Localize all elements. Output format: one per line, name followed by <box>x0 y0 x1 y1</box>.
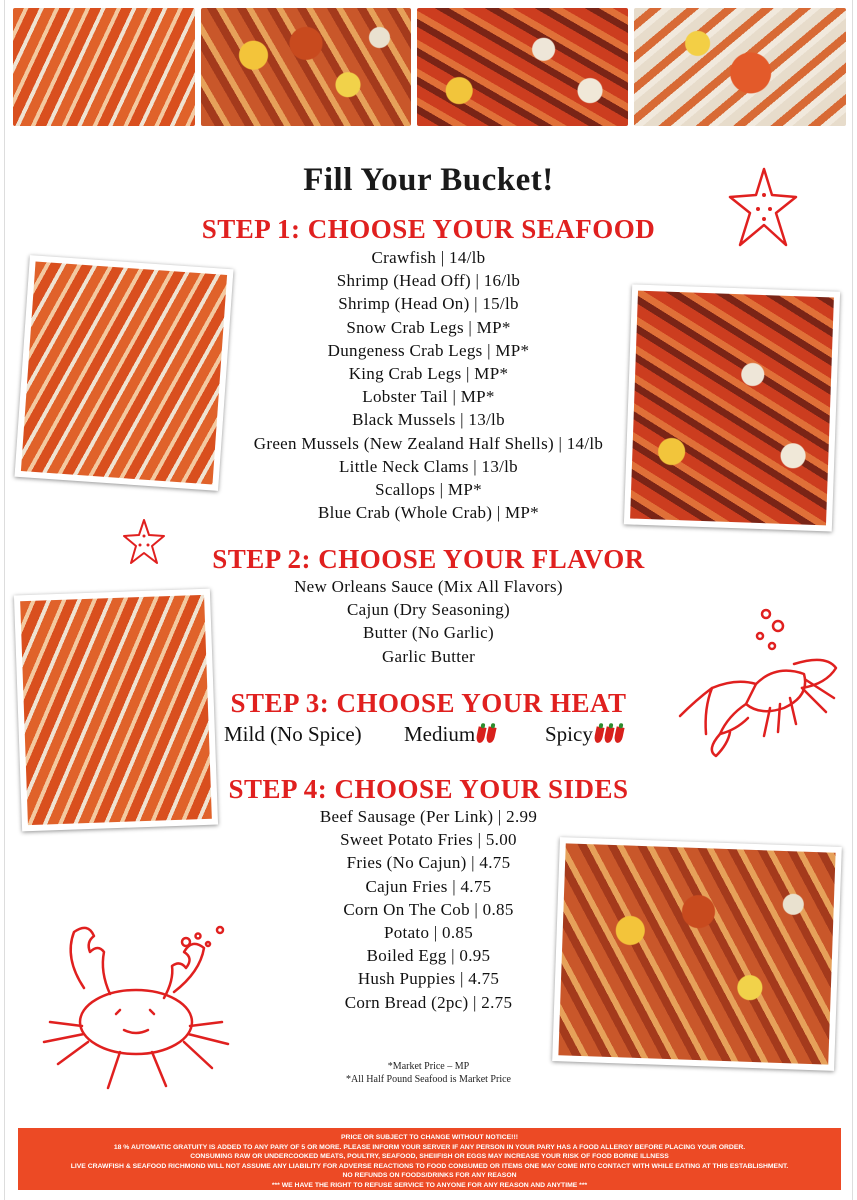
list-item: Crawfish | 14/lb <box>371 248 486 267</box>
list-item: Shrimp (Head On) | 15/lb <box>338 294 519 314</box>
footer-line: NO REFUNDS ON FOODS/DRINKS FOR ANY REASON <box>342 1172 517 1180</box>
chili-pepper-icon <box>593 726 604 743</box>
list-item: Little Neck Clams | 13/lb <box>339 456 518 476</box>
list-item: Black Mussels | 13/lb <box>352 410 505 430</box>
note-line: *Market Price – MP <box>387 1061 470 1072</box>
chili-pepper-icon <box>613 726 624 743</box>
photo-seafood-mix <box>417 8 628 126</box>
heat-option-label: Mild (No Spice) <box>224 722 362 746</box>
list-item: Green Mussels (New Zealand Half Shells) | 14/lb <box>253 433 604 453</box>
step4-list <box>0 805 857 1014</box>
heat-option-spicy <box>545 722 623 747</box>
chili-pepper-icon <box>486 726 497 743</box>
footer-line: *** WE HAVE THE RIGHT TO REFUSE SERVICE TO ANYONE FOR ANY REASON AND ANYTIME *** <box>271 1181 588 1189</box>
list-item: Garlic Butter <box>381 646 476 666</box>
list-item: Corn On The Cob | 0.85 <box>343 899 514 919</box>
list-item: Butter (No Garlic) <box>363 623 494 643</box>
list-item: Boiled Egg | 0.95 <box>366 946 491 966</box>
heat-option-mild <box>224 722 362 747</box>
list-item: Beef Sausage (Per Link) | 2.99 <box>319 807 538 826</box>
list-item: Cajun Fries | 4.75 <box>365 876 492 896</box>
photo-snow-crab <box>13 8 195 126</box>
step3-heading: STEP 3: CHOOSE YOUR HEAT <box>230 688 627 718</box>
step4-heading: STEP 4: CHOOSE YOUR SIDES <box>228 774 629 804</box>
list-item: Lobster Tail | MP* <box>362 387 495 407</box>
chili-pepper-icon <box>476 726 487 743</box>
photo-seafood-boil <box>201 8 411 126</box>
page-title: Fill Your Bucket! <box>303 162 554 198</box>
list-item: Shrimp (Head Off) | 16/lb <box>336 271 521 291</box>
footer-line: PRICE OR SUBJECT TO CHANGE WITHOUT NOTICE!!! <box>341 1134 518 1141</box>
price-notes <box>0 1060 857 1086</box>
footer-line: CONSUMING RAW OR UNDERCOOKED MEATS, POULTRY, SEAFOOD, SHEllFISH OR EGGS MAY INCREASE YOUR RISK OF FOOD BORNE ILLNESS <box>190 1153 669 1161</box>
step1-list <box>0 246 857 524</box>
footer-line: LIVE CRAWFISH & SEAFOOD RICHMOND WILL NOT ASSUME ANY LIABILITY FOR ADVERSE REACTIONS TO FOOD CONSUMED OR ITEMS ONE MAY COME INTO CONTACT WITH WHILE EATING AT THIS ESTABLISHMENT. <box>70 1162 789 1170</box>
photo-lobster-tray <box>634 8 846 126</box>
list-item: New Orleans Sauce (Mix All Flavors) <box>294 577 563 596</box>
list-item: Corn Bread (2pc) | 2.75 <box>344 992 513 1012</box>
heat-option-label: Spicy <box>545 722 593 746</box>
disclaimer-footer <box>18 1128 841 1190</box>
list-item: Sweet Potato Fries | 5.00 <box>340 830 517 850</box>
step2-heading: STEP 2: CHOOSE YOUR FLAVOR <box>212 544 645 574</box>
list-item: Hush Puppies | 4.75 <box>357 969 500 989</box>
list-item: Cajun (Dry Seasoning) <box>346 600 511 620</box>
step1-heading: STEP 1: CHOOSE YOUR SEAFOOD <box>201 214 656 244</box>
heat-option-medium <box>404 722 495 747</box>
footer-line: 18 % AUTOMATIC GRATUITY IS ADDED TO ANY PARY OF 5 OR MORE. PLEASE INFORM YOUR SERVER IF ANY PERSON IN YOUR PARY HAS A FOOD ALLERGY BEFORE PLACING YOUR ORDER. <box>113 1143 746 1151</box>
list-item: Fries (No Cajun) | 4.75 <box>346 853 511 873</box>
list-item: Dungeness Crab Legs | MP* <box>327 340 530 360</box>
step2-list <box>0 575 857 668</box>
list-item: Snow Crab Legs | MP* <box>346 317 511 337</box>
list-item: King Crab Legs | MP* <box>348 364 509 384</box>
list-item: Potato | 0.85 <box>384 923 473 943</box>
chili-pepper-icon <box>603 726 614 743</box>
list-item: Scallops | MP* <box>375 480 482 500</box>
list-item: Blue Crab (Whole Crab) | MP* <box>318 503 539 523</box>
note-line: *All Half Pound Seafood is Market Price <box>346 1074 511 1085</box>
heat-option-label: Medium <box>404 722 476 746</box>
